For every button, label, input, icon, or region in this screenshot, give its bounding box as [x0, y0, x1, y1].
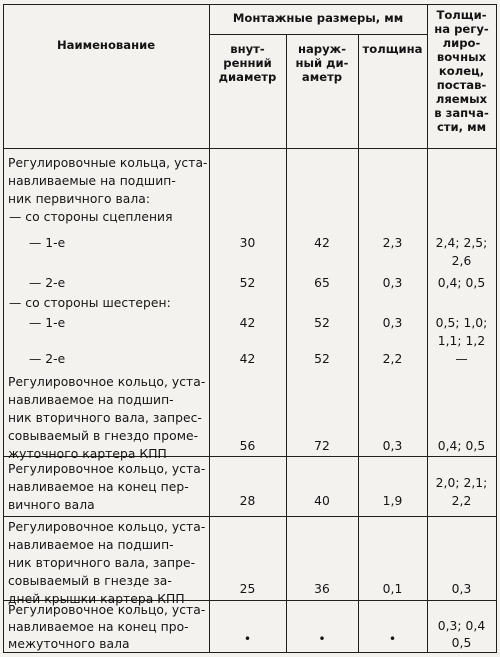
row-name: Регулировочное кольцо, уста- навливаемое на подшип- ник вторичного вала, запрес- совываемый в гнездо проме- жуточного картера КПП	[8, 375, 206, 461]
outer-diameter-value: 36	[314, 582, 330, 596]
thickness-value: 0,3	[382, 276, 403, 290]
inner-diameter-value: 42	[239, 352, 256, 366]
inner-diameter-value: 52	[239, 276, 256, 290]
row-name: Регулировочное кольцо, уста- навливаемое на конец про- межуточного вала	[8, 603, 206, 651]
spare-thickness-value: 0,3	[451, 582, 472, 596]
header-mount-sizes: Монтажные размеры, мм	[232, 11, 404, 25]
outer-diameter-value: •	[318, 632, 326, 646]
outer-diameter-value: 52	[314, 352, 330, 366]
inner-diameter-value: 28	[239, 494, 256, 508]
inner-diameter-value: 42	[239, 316, 256, 330]
column-divider	[286, 34, 287, 653]
outer-diameter-value: 40	[314, 494, 330, 508]
row-name: Регулировочное кольцо, уста- навливаемое на конец пер- вичного вала	[8, 462, 206, 512]
inner-diameter-value: 30	[239, 236, 256, 250]
inner-diameter-value: •	[243, 632, 252, 646]
thickness-value: 2,2	[382, 352, 403, 366]
spare-thickness-value: 2,4; 2,5; 2,6	[435, 236, 488, 268]
table-border-right	[496, 4, 497, 653]
outer-diameter-value: 72	[314, 439, 330, 453]
row-name: — со стороны сцепления	[9, 210, 173, 224]
thickness-value: 0,3	[382, 316, 403, 330]
row-name: — со стороны шестерен:	[9, 296, 171, 310]
spare-thickness-value: —	[455, 352, 468, 366]
header-thickness: толщина	[362, 42, 423, 56]
row-name: Регулировочные кольца, уста- навливаемые на подшип- ник первичного вала:	[8, 156, 208, 206]
inner-diameter-value: 25	[239, 582, 256, 596]
row-name: — 2-е	[29, 352, 66, 366]
row-name: Регулировочное кольцо, уста- навливаемое на подшип- ник вторичного вала, запре- совываемый в гнезде за- дней крышки картера КПП	[8, 520, 206, 606]
thickness-value: 0,3	[382, 439, 403, 453]
header-spare-thickness: Толщи- на регу- лиро- вочных колец, постав- ляемых в запча- сти, мм	[434, 8, 489, 134]
table-border-left	[3, 4, 4, 653]
column-divider	[358, 34, 359, 653]
header-bottom-border	[3, 148, 497, 149]
header-divider	[209, 34, 427, 35]
row-name: — 2-е	[29, 276, 66, 290]
table-border-top	[3, 4, 497, 5]
spare-thickness-value: 0,4; 0,5	[437, 276, 486, 290]
spare-thickness-value: 0,5; 1,0; 1,1; 1,2	[435, 316, 488, 348]
spare-thickness-value: 0,4; 0,5	[437, 439, 486, 453]
spare-thickness-value: 2,0; 2,1; 2,2	[435, 476, 488, 508]
outer-diameter-value: 65	[314, 276, 330, 290]
thickness-value: 1,9	[382, 494, 403, 508]
thickness-value: 0,1	[382, 582, 403, 596]
row-name: — 1-е	[29, 236, 66, 250]
row-name: — 1-е	[29, 316, 66, 330]
thickness-value: 2,3	[382, 236, 403, 250]
thickness-value: •	[388, 632, 397, 646]
spec-table	[3, 4, 497, 653]
header-name: Наименование	[56, 38, 156, 52]
spare-thickness-value: 0,3; 0,4 0,5	[437, 619, 486, 650]
header-outer-diameter: наруж- ный ди- аметр	[295, 42, 349, 84]
inner-diameter-value: 56	[239, 439, 256, 453]
header-inner-diameter: внут- ренний диаметр	[218, 42, 277, 84]
row-divider	[3, 516, 497, 517]
outer-diameter-value: 42	[314, 236, 330, 250]
outer-diameter-value: 52	[314, 316, 330, 330]
